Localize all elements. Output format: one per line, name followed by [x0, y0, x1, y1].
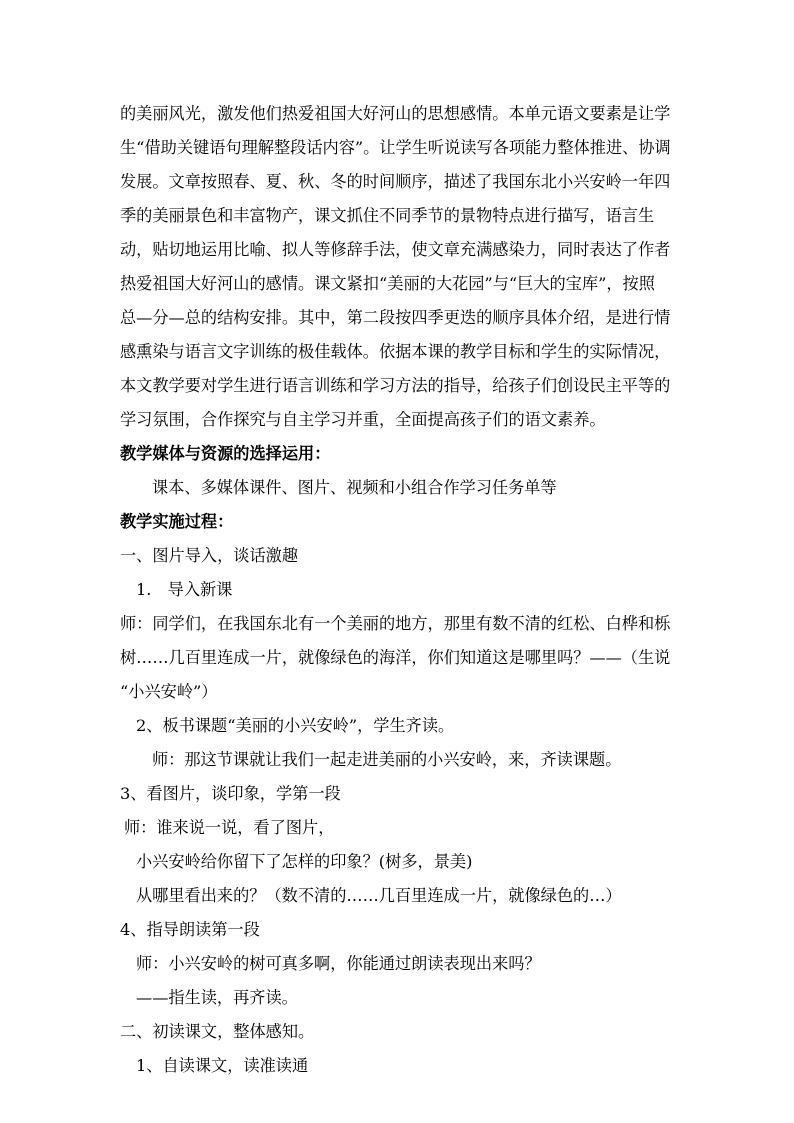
- intro-line: 生“借助关键语句理解整段话内容”。让学生听说读写各项能力整体推进、协调: [120, 138, 671, 157]
- step-item: 4、指导朗读第一段: [120, 920, 260, 939]
- section-heading: 一、图片导入，谈话激趣: [120, 546, 299, 565]
- intro-line: 学习氛围，合作探究与自主学习并重，全面提高孩子们的语文素养。: [120, 410, 606, 429]
- step-item: 3、看图片，谈印象，学第一段: [120, 784, 341, 803]
- intro-line: 发展。文章按照春、夏、秋、冬的时间顺序，描述了我国东北小兴安岭一年四: [120, 172, 671, 191]
- media-heading: 教学媒体与资源的选择运用：: [120, 444, 331, 463]
- intro-line: 总—分—总的结构安排。其中，第二段按四季更迭的顺序具体介绍，是进行情: [120, 308, 671, 327]
- intro-line: 季的美丽景色和丰富物产，课文抓住不同季节的景物特点进行描写，语言生: [120, 206, 655, 225]
- step-item: 2、板书课题“美丽的小兴安岭”，学生齐读。: [136, 716, 455, 735]
- step-item: 1、自读课文，读准读通: [136, 1056, 309, 1075]
- media-text: 课本、多媒体课件、图片、视频和小组合作学习任务单等: [152, 478, 557, 497]
- body-line: 小兴安岭给你留下了怎样的印象？(树多，景美): [136, 852, 473, 871]
- intro-line: 本文教学要对学生进行语言训练和学习方法的指导，给孩子们创设民主平等的: [120, 376, 671, 395]
- body-line: 师：那这节课就让我们一起走进美丽的小兴安岭，来，齐读课题。: [152, 750, 622, 769]
- body-line: 树……几百里连成一片，就像绿色的海洋，你们知道这是哪里吗？——（生说: [120, 648, 671, 667]
- body-line: 师：同学们，在我国东北有一个美丽的地方，那里有数不清的红松、白桦和栎: [120, 614, 671, 633]
- intro-line: 动，贴切地运用比喻、拟人等修辞手法，使文章充满感染力，同时表达了作者: [120, 240, 671, 259]
- step-item: 1. 导入新课: [136, 580, 233, 599]
- body-line: 师：谁来说一说，看了图片，: [124, 818, 335, 837]
- intro-line: 的美丽风光，激发他们热爱祖国大好河山的思想感情。本单元语文要素是让学: [120, 104, 671, 123]
- process-heading: 教学实施过程：: [120, 512, 234, 531]
- intro-line: 热爱祖国大好河山的感情。课文紧扣“美丽的大花园”与“巨大的宝库”，按照: [120, 274, 655, 293]
- body-line: “小兴安岭”）: [120, 682, 218, 701]
- body-line: ——指生读，再齐读。: [136, 988, 298, 1007]
- section-heading: 二、初读课文，整体感知。: [120, 1022, 315, 1041]
- intro-line: 感熏染与语言文字训练的极佳载体。依据本课的教学目标和学生的实际情况，: [120, 342, 671, 361]
- body-line: 从哪里看出来的？（数不清的……几百里连成一片，就像绿色的…）: [136, 886, 622, 905]
- body-line: 师：小兴安岭的树可真多啊，你能通过朗读表现出来吗？: [136, 954, 541, 973]
